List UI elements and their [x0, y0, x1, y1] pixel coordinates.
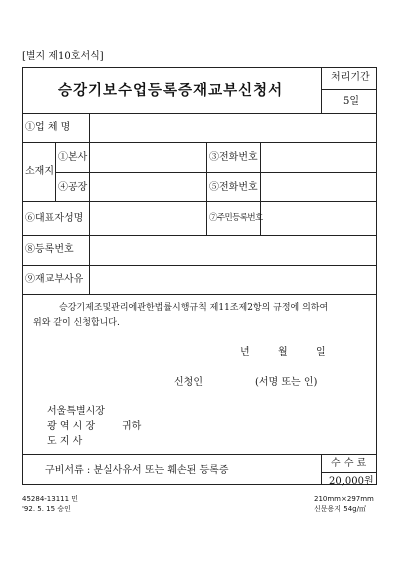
title-divider — [321, 67, 322, 113]
signature-placeholder: (서명 또는 인) — [255, 377, 318, 388]
reissue-reason-label: ⑨재교부사유 — [25, 274, 84, 285]
processing-period-label: 처리기간 — [331, 72, 370, 83]
fee-label: 수 수 료 — [331, 458, 367, 469]
statement-line-1: 승강기제조및관리에관한법률시행규칙 제11조제2항의 규정에 의하여 — [59, 303, 329, 313]
recipient-seoul-mayor: 서울특별시장 — [47, 406, 105, 417]
form-number-label: [별지 제10호서식] — [22, 51, 104, 62]
statement-line-2: 위와 같이 신청합니다. — [33, 318, 120, 328]
row-divider — [55, 172, 377, 173]
resident-number-label: ⑦주민등록번호 — [209, 213, 263, 223]
middle-column-divider — [206, 142, 207, 235]
factory-label: ④공장 — [58, 182, 88, 193]
recipient-governor: 도 지 사 — [47, 436, 83, 447]
row-divider — [22, 113, 377, 114]
date-day-label: 일 — [316, 347, 326, 358]
footer-paper-size: 210mm×297mm — [314, 495, 374, 503]
fee-divider — [321, 472, 377, 473]
row-divider — [22, 201, 377, 202]
fee-column-divider — [321, 454, 322, 485]
phone-label-2: ⑤전화번호 — [209, 182, 258, 193]
date-month-label: 월 — [278, 347, 288, 358]
form-title: 승강기보수업등록증재교부신청서 — [58, 82, 284, 99]
footer-paper-type: 신문용지 54g/㎡ — [314, 505, 366, 513]
applicant-label: 신청인 — [174, 377, 203, 388]
phone-label-1: ③전화번호 — [209, 152, 258, 163]
label-column-divider — [89, 113, 90, 294]
recipient-metro-mayor: 광 역 시 장 — [47, 421, 96, 432]
footer-form-code: 45284-13111 민 — [22, 495, 79, 503]
date-year-label: 년 — [240, 347, 250, 358]
row-divider — [22, 294, 377, 295]
processing-divider — [321, 89, 377, 90]
recipient-honorific: 귀하 — [122, 421, 142, 432]
row-divider — [22, 142, 377, 143]
representative-label: ⑥대표자성명 — [25, 213, 84, 224]
company-name-label: ①업 체 명 — [25, 122, 71, 133]
required-documents-text: 구비서류 : 분실사유서 또는 훼손된 등록증 — [45, 465, 229, 476]
location-divider — [55, 142, 56, 201]
fee-value: 20,000원 — [329, 476, 374, 487]
footer-approval-date: '92. 5. 15 승인 — [22, 505, 71, 513]
processing-period-value: 5일 — [343, 96, 360, 107]
row-divider — [22, 235, 377, 236]
row-divider — [22, 454, 377, 455]
location-label: 소재지 — [25, 166, 54, 177]
registration-number-label: ⑧등록번호 — [25, 244, 74, 255]
row-divider — [22, 265, 377, 266]
head-office-label: ①본사 — [58, 152, 88, 163]
